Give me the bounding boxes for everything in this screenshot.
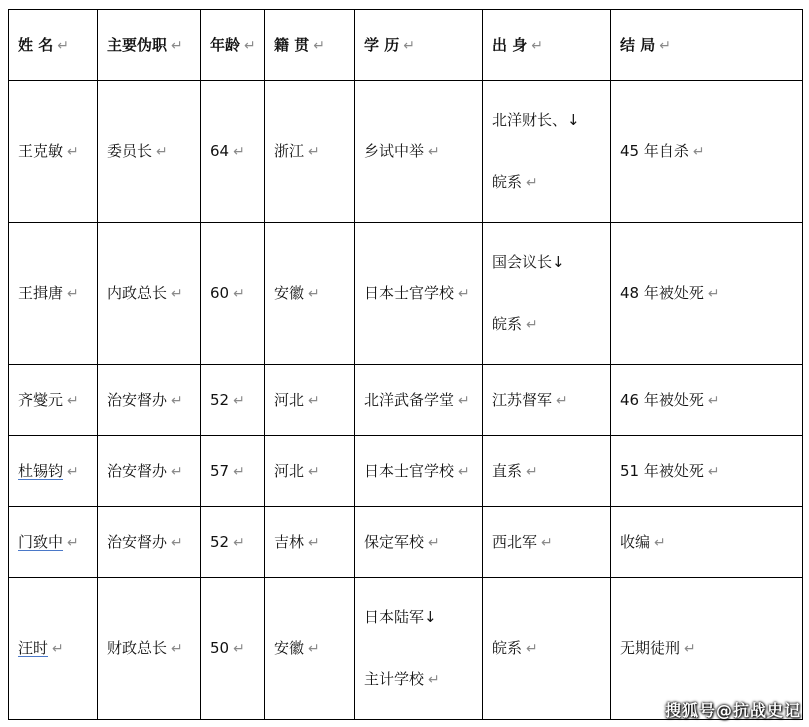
return-mark: ↵: [233, 463, 245, 480]
cell-name: [9, 507, 98, 578]
cell-education: 日本士官学校 ↵: [355, 223, 483, 365]
cell-name: 王克敏 ↵: [9, 81, 98, 223]
cell-origin: 浙江 ↵: [265, 81, 355, 223]
return-mark: ↵: [233, 286, 245, 303]
return-mark: ↵: [526, 463, 538, 480]
cell-outcome: 48 年被处死 ↵: [611, 223, 803, 365]
return-mark: ↵: [171, 641, 183, 658]
return-mark: ↵: [67, 144, 79, 161]
header-cell-background: 出 身 ↵: [483, 10, 611, 81]
cell-age: 60 ↵: [201, 223, 265, 365]
return-mark: ↵: [541, 534, 553, 551]
table-row: [9, 436, 803, 507]
return-mark: ↵: [67, 534, 79, 551]
return-mark: ↵: [428, 534, 440, 551]
cell-origin: 安徽 ↵: [265, 578, 355, 720]
return-mark: ↵: [526, 175, 538, 192]
cell-outcome: 45 年自杀 ↵: [611, 81, 803, 223]
return-mark: ↵: [57, 37, 69, 54]
cell-origin: 河北 ↵: [265, 365, 355, 436]
cell-origin: 河北 ↵: [265, 436, 355, 507]
return-mark: ↵: [308, 286, 320, 303]
return-mark: ↵: [654, 534, 666, 551]
return-mark: ↵: [707, 463, 720, 480]
cell-name: [9, 578, 98, 720]
return-mark: ↵: [659, 37, 671, 54]
return-mark: ↵: [171, 286, 183, 303]
header-cell-education: 学 历 ↵: [355, 10, 483, 81]
cell-background: 西北军 ↵: [483, 507, 611, 578]
return-mark: ↵: [233, 392, 245, 409]
table-row: [9, 223, 803, 365]
cell-education: 乡试中举 ↵: [355, 81, 483, 223]
return-mark: ↵: [707, 286, 720, 303]
cell-background: 皖系 ↵: [483, 578, 611, 720]
return-mark: ↵: [707, 392, 720, 409]
cell-age: 64 ↵: [201, 81, 265, 223]
cell-position: 治安督办 ↵: [98, 365, 201, 436]
return-mark: ↵: [556, 392, 568, 409]
return-mark: ↵: [684, 641, 696, 658]
cell-age: 50 ↵: [201, 578, 265, 720]
table-row: [9, 365, 803, 436]
header-cell-origin: 籍 贯 ↵: [265, 10, 355, 81]
return-mark: ↵: [67, 463, 79, 480]
table-row: [9, 81, 803, 223]
return-mark: ↵: [428, 144, 440, 161]
return-mark: ↵: [458, 392, 470, 409]
cell-position: 内政总长 ↵: [98, 223, 201, 365]
cell-background: 直系 ↵: [483, 436, 611, 507]
cell-age: 57 ↵: [201, 436, 265, 507]
cell-education: 保定军校 ↵: [355, 507, 483, 578]
cell-name: 王揖唐 ↵: [9, 223, 98, 365]
return-mark: ↵: [458, 286, 470, 303]
cell-background: 国会议长↓ 皖系 ↵: [483, 223, 611, 365]
table-header-row: [9, 10, 803, 81]
return-mark: ↵: [171, 37, 183, 54]
header-cell-outcome: 结 局 ↵: [611, 10, 803, 81]
return-mark: ↵: [692, 144, 705, 161]
header-cell-position: 主要伪职 ↵: [98, 10, 201, 81]
return-mark: ↵: [233, 534, 245, 551]
cell-outcome: 收编 ↵: [611, 507, 803, 578]
watermark: 搜狐号@抗战史记: [664, 701, 801, 720]
return-mark: ↵: [308, 392, 320, 409]
cell-outcome: 46 年被处死 ↵: [611, 365, 803, 436]
cell-education: 北洋武备学堂 ↵: [355, 365, 483, 436]
return-mark: ↵: [308, 641, 320, 658]
return-mark: ↵: [171, 392, 183, 409]
cell-name: 齐燮元 ↵: [9, 365, 98, 436]
header-cell-age: 年龄 ↵: [201, 10, 265, 81]
cell-age: 52 ↵: [201, 507, 265, 578]
cell-outcome: 无期徒刑 ↵: [611, 578, 803, 720]
linked-name: 门致中: [18, 532, 64, 551]
return-mark: ↵: [156, 144, 168, 161]
return-mark: ↵: [233, 641, 245, 658]
return-mark: ↵: [308, 534, 320, 551]
cell-position: 治安督办 ↵: [98, 436, 201, 507]
return-mark: ↵: [52, 641, 64, 658]
linked-name: 杜锡钧: [18, 461, 64, 480]
cell-position: 财政总长 ↵: [98, 578, 201, 720]
return-mark: ↵: [171, 534, 183, 551]
return-mark: ↵: [531, 37, 543, 54]
cell-background: 北洋财长、↓ 皖系 ↵: [483, 81, 611, 223]
linked-name: 汪时: [18, 639, 49, 658]
header-cell-name: 姓 名 ↵: [9, 10, 98, 81]
return-mark: ↵: [244, 37, 256, 54]
cell-age: 52 ↵: [201, 365, 265, 436]
return-mark: ↵: [67, 392, 79, 409]
cell-education: 日本陆军↓ 主计学校 ↵: [355, 578, 483, 720]
cell-education: 日本士官学校 ↵: [355, 436, 483, 507]
return-mark: ↵: [308, 463, 320, 480]
cell-origin: 吉林 ↵: [265, 507, 355, 578]
cell-origin: 安徽 ↵: [265, 223, 355, 365]
table-row: [9, 507, 803, 578]
return-mark: ↵: [403, 37, 415, 54]
return-mark: ↵: [526, 641, 538, 658]
return-mark: ↵: [233, 144, 245, 161]
cell-position: 委员长 ↵: [98, 81, 201, 223]
cell-outcome: 51 年被处死 ↵: [611, 436, 803, 507]
return-mark: ↵: [526, 317, 538, 334]
cell-name: [9, 436, 98, 507]
return-mark: ↵: [308, 144, 320, 161]
return-mark: ↵: [458, 463, 470, 480]
return-mark: ↵: [428, 672, 440, 689]
return-mark: ↵: [171, 463, 183, 480]
officials-table: [8, 9, 803, 720]
return-mark: ↵: [313, 37, 325, 54]
return-mark: ↵: [67, 286, 79, 303]
cell-background: 江苏督军 ↵: [483, 365, 611, 436]
cell-position: 治安督办 ↵: [98, 507, 201, 578]
